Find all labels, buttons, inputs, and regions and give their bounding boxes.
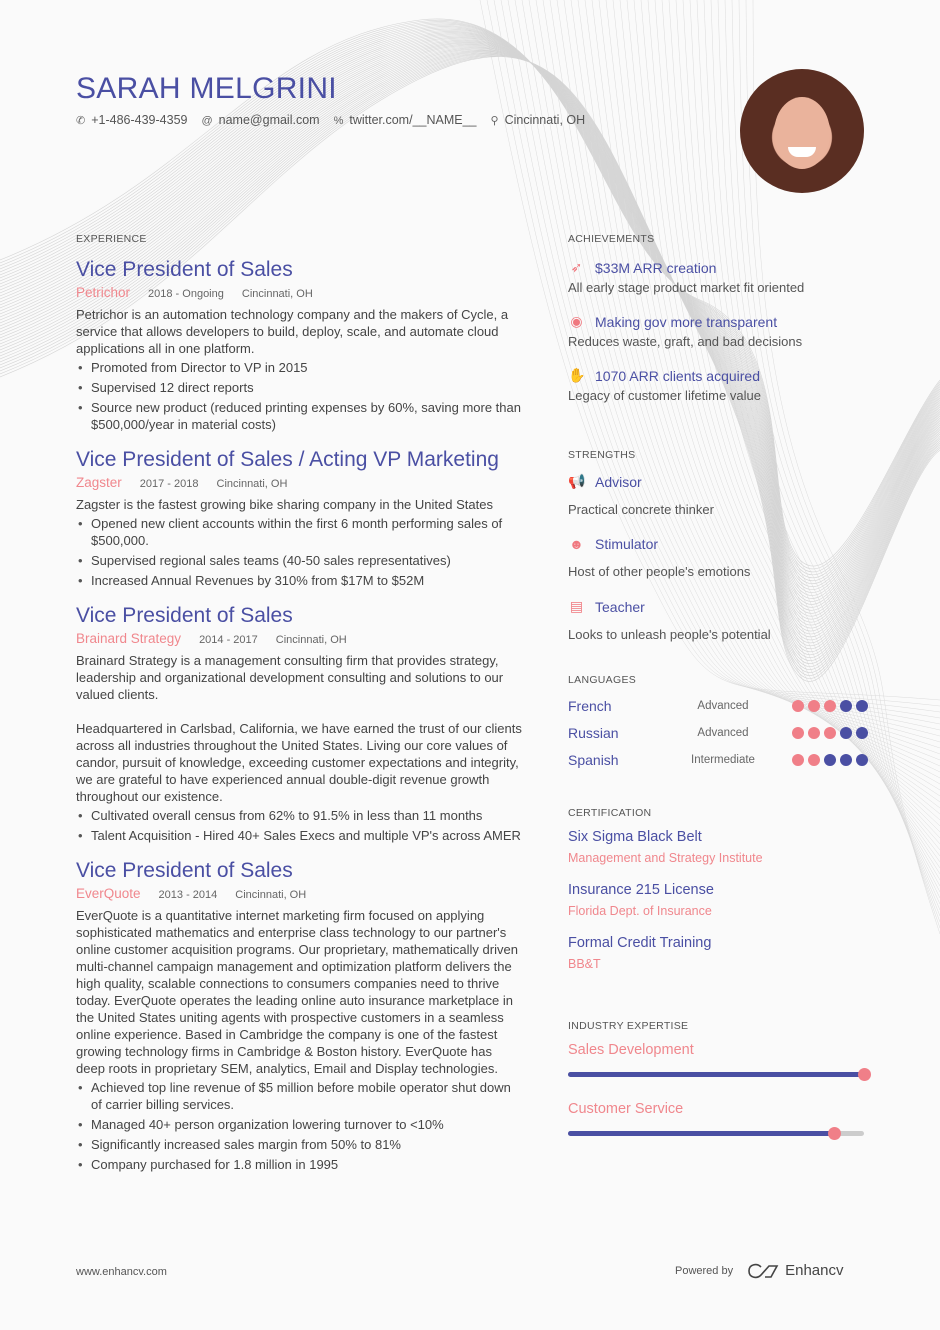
company-name: EverQuote (76, 886, 141, 901)
level-dot (808, 700, 820, 712)
bullet-item: • Promoted from Director to VP in 2015 (76, 359, 524, 376)
level-dot (792, 727, 804, 739)
at-icon: @ (201, 115, 213, 127)
expertise-bar-fill (568, 1131, 834, 1136)
megaphone-icon: 📢 (568, 473, 586, 489)
level-dot (840, 754, 852, 766)
strengths-item (568, 598, 868, 642)
achievements-item (568, 259, 868, 295)
achievements-section (568, 233, 868, 421)
job-bullets (76, 515, 524, 589)
contact-bar (76, 113, 585, 127)
job-meta (76, 631, 524, 646)
job-meta (76, 886, 524, 901)
level-dot (792, 700, 804, 712)
job-bullets (76, 1079, 524, 1173)
item-description: Legacy of customer lifetime value (568, 388, 761, 403)
language-dots (792, 754, 868, 766)
contact-email[interactable]: @ name@gmail.com (201, 113, 320, 127)
language-row (568, 746, 868, 773)
company-name: Zagster (76, 475, 122, 490)
item-description: Looks to unleash people's potential (568, 627, 771, 642)
section-title: CERTIFICATION (568, 807, 652, 819)
certification-section (568, 807, 868, 988)
job-entry (76, 858, 524, 1173)
item-title-row (568, 313, 868, 330)
infinity-icon (747, 1263, 779, 1279)
achievements-item (568, 313, 868, 349)
link-icon: % (333, 115, 344, 127)
bullet-item: • Company purchased for 1.8 million in 1995 (76, 1156, 524, 1173)
item-title: Teacher (595, 598, 645, 615)
level-dot (808, 727, 820, 739)
expertise-item (568, 1101, 868, 1136)
item-title: $33M ARR creation (595, 259, 717, 276)
bullet-item: • Achieved top line revenue of $5 million before mobile operator shut down of carrier billing services. (76, 1079, 524, 1113)
certification-item (568, 935, 868, 971)
candidate-name: SARAH MELGRINI (76, 72, 337, 105)
footer-website[interactable]: www.enhancv.com (76, 1266, 167, 1278)
location-pin-icon: ⚲ (490, 115, 499, 127)
level-dot (824, 727, 836, 739)
level-dot (824, 754, 836, 766)
bullet-item: • Managed 40+ person organization lowering turnover to <10% (76, 1116, 524, 1133)
certification-title: Insurance 215 License (568, 882, 714, 898)
book-icon: ▤ (569, 598, 584, 614)
company-name: Petrichor (76, 285, 131, 300)
certification-title: Six Sigma Black Belt (568, 829, 702, 845)
item-title-row (568, 536, 868, 552)
item-title-row (568, 367, 868, 384)
job-title: Vice President of Sales / Acting VP Marketing (76, 448, 499, 471)
level-dot (792, 754, 804, 766)
bullet-item: • Supervised 12 direct reports (76, 379, 524, 396)
job-description: Brainard Strategy is a management consulting firm that provides strategy, leadership and organizational development consulting and solutions to our valued clients. Headquartered in Carlsbad, California, we have earned the trust of our clients across all industries throughout the United States. Living our core values of candor, pursuit of knowledge, exceeding customer expectations and integrity, we are grateful to have experienced annual double-digit revenue growth throughout our existence. (76, 653, 522, 804)
certification-issuer: Florida Dept. of Insurance (568, 904, 712, 918)
language-dots (792, 700, 868, 712)
job-entry (76, 447, 524, 589)
bullet-item: • Talent Acquisition - Hired 40+ Sales Execs and multiple VP's across AMER (76, 827, 524, 844)
job-title: Vice President of Sales (76, 258, 293, 281)
certification-item (568, 829, 868, 865)
level-dot (840, 727, 852, 739)
profile-photo (740, 69, 864, 193)
expertise-bar-fill (568, 1072, 864, 1077)
expertise-bar (568, 1131, 864, 1136)
job-description: EverQuote is a quantitative internet marketing firm focused on applying sophisticated mathematics and enterprise class technology to our partner's online customer acquisition programs. Our proprietary, mathematically driven multi-channel campaign management and optimization platform delivers the high quality, scalable connections to consumers companies need to thrive today. EverQuote operates the leading online auto insurance marketplace in the United States uniting agents with prospective customers in a seamless online experience. Based in Cambridge the company is one of the fastest growing technology firms in Cambridge & Boston history. EverQuote has deep roots in proprietary SEM, analytics, Email and Display technologies. (76, 908, 518, 1076)
enhancv-logo[interactable]: Enhancv (747, 1262, 843, 1279)
expertise-bar-knob (858, 1068, 871, 1081)
job-description: Petrichor is an automation technology company and the makers of Cycle, a service that allows developers to build, deploy, scale, and automate cloud applications all in one platform. (76, 307, 509, 356)
item-description: Practical concrete thinker (568, 502, 714, 517)
job-location: Cincinnati, OH (235, 889, 307, 901)
expertise-name: Sales Development (568, 1042, 694, 1058)
job-dates: 2014 - 2017 (199, 634, 258, 646)
item-title: Making gov more transparent (595, 313, 778, 330)
language-level: Intermediate (691, 753, 755, 766)
level-dot (808, 754, 820, 766)
job-location: Cincinnati, OH (241, 288, 313, 300)
bullet-item: • Increased Annual Revenues by 310% from $17M to $52M (76, 572, 524, 589)
job-location: Cincinnati, OH (275, 634, 347, 646)
job-entry (76, 603, 524, 844)
job-title: Vice President of Sales (76, 604, 293, 627)
item-description: Reduces waste, graft, and bad decisions (568, 334, 803, 349)
item-title-row (568, 473, 868, 490)
certification-title: Formal Credit Training (568, 935, 712, 951)
level-dot (840, 700, 852, 712)
level-dot (856, 754, 868, 766)
strengths-item (568, 473, 868, 517)
bullet-item: • Significantly increased sales margin from 50% to 81% (76, 1136, 524, 1153)
item-description: Host of other people's emotions (568, 564, 751, 579)
job-meta (76, 475, 524, 490)
language-name: French (568, 697, 612, 714)
job-title: Vice President of Sales (76, 859, 293, 882)
language-name: Russian (568, 724, 619, 741)
language-level: Advanced (697, 699, 749, 712)
section-title: LANGUAGES (568, 674, 637, 686)
item-title: 1070 ARR clients acquired (595, 367, 760, 384)
bullet-item: • Opened new client accounts within the first 6 month performing sales of $500,000. (76, 515, 524, 549)
item-title: Stimulator (595, 536, 659, 552)
job-location: Cincinnati, OH (216, 478, 288, 490)
section-title: ACHIEVEMENTS (568, 233, 655, 245)
job-dates: 2013 - 2014 (158, 889, 218, 901)
level-dot (856, 727, 868, 739)
contact-location: ⚲ Cincinnati, OH (490, 113, 586, 127)
section-title: INDUSTRY EXPERTISE (568, 1020, 689, 1032)
experience-section (76, 233, 524, 1187)
section-title: EXPERIENCE (76, 233, 147, 245)
strengths-section (568, 449, 868, 661)
item-title-row (568, 259, 868, 276)
language-name: Spanish (568, 751, 619, 768)
eye-icon: ◉ (570, 313, 583, 329)
level-dot (824, 700, 836, 712)
bullet-item: • Supervised regional sales teams (40-50 sales representatives) (76, 552, 524, 569)
powered-by-label: Powered by (675, 1264, 734, 1277)
language-level: Advanced (697, 726, 749, 739)
certification-issuer: BB&T (568, 957, 601, 971)
certification-issuer: Management and Strategy Institute (568, 851, 763, 865)
certification-item (568, 882, 868, 918)
job-meta (76, 285, 524, 300)
head-icon: ☻ (569, 536, 584, 552)
strengths-item (568, 536, 868, 579)
job-bullets (76, 807, 524, 844)
company-name: Brainard Strategy (76, 631, 182, 646)
footer-powered (675, 1262, 843, 1279)
level-dot (856, 700, 868, 712)
section-title: STRENGTHS (568, 449, 636, 461)
expertise-bar (568, 1072, 864, 1077)
contact-twitter[interactable]: % twitter.com/__NAME__ (333, 113, 477, 127)
contact-phone: ✆ +1-486-439-4359 (76, 113, 188, 127)
expertise-section (568, 1020, 868, 1160)
item-description: All early stage product market fit oriented (568, 280, 805, 295)
language-row (568, 719, 868, 746)
job-dates: 2018 - Ongoing (148, 288, 224, 300)
language-row (568, 692, 868, 719)
bullet-item: • Cultivated overall census from 62% to 91.5% in less than 11 months (76, 807, 524, 824)
achievements-item (568, 367, 868, 403)
language-dots (792, 727, 868, 739)
phone-icon: ✆ (76, 115, 86, 127)
rocket-icon: ➶ (570, 259, 583, 275)
item-title: Advisor (595, 473, 642, 490)
languages-section (568, 674, 868, 773)
job-entry (76, 257, 524, 433)
job-dates: 2017 - 2018 (139, 478, 199, 490)
handshake-icon: ✋ (568, 367, 586, 383)
expertise-name: Customer Service (568, 1101, 684, 1117)
job-description: Zagster is the fastest growing bike sharing company in the United States (76, 497, 493, 512)
expertise-bar-knob (828, 1127, 841, 1140)
item-title-row (568, 598, 868, 615)
bullet-item: • Source new product (reduced printing expenses by 60%, saving more than $500,000/year in material costs) (76, 399, 524, 433)
job-bullets (76, 359, 524, 433)
expertise-item (568, 1042, 868, 1077)
